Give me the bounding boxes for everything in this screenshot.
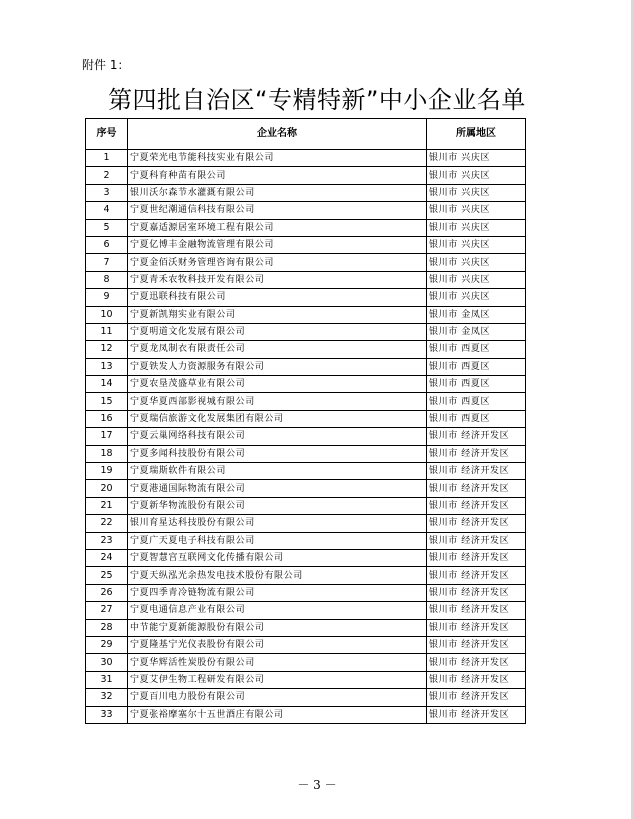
row-index: 10: [86, 306, 128, 323]
table-row: [86, 306, 526, 323]
table-row: [86, 549, 526, 566]
table-row: [86, 358, 526, 375]
region: 银川市 经济开发区: [427, 497, 526, 514]
region: 银川市 西夏区: [427, 410, 526, 427]
company-name: 宁夏明道文化发展有限公司: [128, 323, 427, 340]
row-index: 23: [86, 532, 128, 549]
page-number: － 3 －: [297, 778, 337, 792]
row-index: 3: [86, 184, 128, 201]
company-name: 宁夏云巢网络科技有限公司: [128, 428, 427, 445]
region: 银川市 经济开发区: [427, 463, 526, 480]
company-name: 宁夏农垦茂盛草业有限公司: [128, 376, 427, 393]
row-index: 8: [86, 271, 128, 288]
region: 银川市 经济开发区: [427, 532, 526, 549]
company-name: 宁夏嘉适源居室环境工程有限公司: [128, 219, 427, 236]
company-name: 宁夏多闻科技股份有限公司: [128, 445, 427, 462]
table-row: [86, 671, 526, 688]
table-row: [86, 236, 526, 253]
row-index: 18: [86, 445, 128, 462]
row-index: 5: [86, 219, 128, 236]
row-index: 27: [86, 602, 128, 619]
region: 银川市 经济开发区: [427, 428, 526, 445]
row-index: 28: [86, 619, 128, 636]
row-index: 25: [86, 567, 128, 584]
table-row: [86, 150, 526, 167]
table-row: [86, 532, 526, 549]
row-index: 16: [86, 410, 128, 427]
company-name: 宁夏天纵泓光余热发电技术股份有限公司: [128, 567, 427, 584]
table-row: [86, 636, 526, 653]
company-name: 宁夏港通国际物流有限公司: [128, 480, 427, 497]
region: 银川市 兴庆区: [427, 184, 526, 201]
row-index: 12: [86, 341, 128, 358]
region: 银川市 金凤区: [427, 323, 526, 340]
region: 银川市 经济开发区: [427, 689, 526, 706]
company-name: 宁夏瑞斯软件有限公司: [128, 463, 427, 480]
company-name: 宁夏隆基宁光仪表股份有限公司: [128, 636, 427, 653]
table-row: [86, 271, 526, 288]
row-index: 30: [86, 654, 128, 671]
row-index: 15: [86, 393, 128, 410]
company-name: 宁夏艾伊生物工程研发有限公司: [128, 671, 427, 688]
row-index: 6: [86, 236, 128, 253]
region: 银川市 经济开发区: [427, 671, 526, 688]
row-index: 17: [86, 428, 128, 445]
region: 银川市 兴庆区: [427, 289, 526, 306]
row-index: 9: [86, 289, 128, 306]
table-row: [86, 184, 526, 201]
company-name: 宁夏广天夏电子科技有限公司: [128, 532, 427, 549]
region: 银川市 西夏区: [427, 341, 526, 358]
row-index: 24: [86, 549, 128, 566]
row-index: 13: [86, 358, 128, 375]
region: 银川市 经济开发区: [427, 706, 526, 723]
table-row: [86, 654, 526, 671]
company-name: 宁夏智慧宫互联网文化传播有限公司: [128, 549, 427, 566]
region: 银川市 经济开发区: [427, 445, 526, 462]
region: 银川市 经济开发区: [427, 515, 526, 532]
row-index: 19: [86, 463, 128, 480]
region: 银川市 兴庆区: [427, 236, 526, 253]
company-name: 银川育星达科技股份有限公司: [128, 515, 427, 532]
region: 银川市 经济开发区: [427, 654, 526, 671]
company-name: 宁夏亿博丰金融物流管理有限公司: [128, 236, 427, 253]
table-row: [86, 393, 526, 410]
attachment-label: 附件 1：: [82, 58, 130, 72]
company-name: 宁夏世纪潮通信科技有限公司: [128, 202, 427, 219]
row-index: 29: [86, 636, 128, 653]
row-index: 14: [86, 376, 128, 393]
company-name: 宁夏新华物流股份有限公司: [128, 497, 427, 514]
row-index: 1: [86, 150, 128, 167]
region: 银川市 经济开发区: [427, 549, 526, 566]
table-row: [86, 445, 526, 462]
table-row: [86, 323, 526, 340]
company-name: 宁夏青禾农牧科技开发有限公司: [128, 271, 427, 288]
region: 银川市 经济开发区: [427, 480, 526, 497]
table-row: [86, 463, 526, 480]
table-row: [86, 219, 526, 236]
company-name: 宁夏迅联科技有限公司: [128, 289, 427, 306]
region: 银川市 兴庆区: [427, 254, 526, 271]
company-name: 宁夏百川电力股份有限公司: [128, 689, 427, 706]
region: 银川市 西夏区: [427, 376, 526, 393]
table-row: [86, 602, 526, 619]
row-index: 26: [86, 584, 128, 601]
company-name: 宁夏四季青冷链物流有限公司: [128, 584, 427, 601]
region: 银川市 经济开发区: [427, 567, 526, 584]
company-name: 宁夏电通信息产业有限公司: [128, 602, 427, 619]
table-row: [86, 584, 526, 601]
row-index: 31: [86, 671, 128, 688]
row-index: 32: [86, 689, 128, 706]
table-row: [86, 428, 526, 445]
table-row: [86, 202, 526, 219]
table-row: [86, 515, 526, 532]
table-row: [86, 254, 526, 271]
company-name: 宁夏张裕摩塞尔十五世酒庄有限公司: [128, 706, 427, 723]
table-row: [86, 341, 526, 358]
company-name: 中节能宁夏新能源股份有限公司: [128, 619, 427, 636]
document-title: 第四批自治区“专精特新”中小企业名单: [108, 86, 526, 114]
table-row: [86, 689, 526, 706]
region: 银川市 经济开发区: [427, 584, 526, 601]
region: 银川市 兴庆区: [427, 167, 526, 184]
company-name: 宁夏新凯翔实业有限公司: [128, 306, 427, 323]
table-header-row: [86, 119, 526, 150]
table-row: [86, 376, 526, 393]
company-name: 宁夏华夏西部影视城有限公司: [128, 393, 427, 410]
company-name: 宁夏华辉活性炭股份有限公司: [128, 654, 427, 671]
row-index: 11: [86, 323, 128, 340]
table-row: [86, 567, 526, 584]
header-company-name: 企业名称: [128, 119, 427, 150]
region: 银川市 经济开发区: [427, 636, 526, 653]
row-index: 22: [86, 515, 128, 532]
region: 银川市 西夏区: [427, 393, 526, 410]
table-row: [86, 289, 526, 306]
region: 银川市 兴庆区: [427, 271, 526, 288]
company-name: 宁夏龙凤制衣有限责任公司: [128, 341, 427, 358]
row-index: 7: [86, 254, 128, 271]
region: 银川市 兴庆区: [427, 150, 526, 167]
company-name: 宁夏科育种苗有限公司: [128, 167, 427, 184]
table-row: [86, 410, 526, 427]
table-row: [86, 497, 526, 514]
row-index: 21: [86, 497, 128, 514]
table-row: [86, 480, 526, 497]
row-index: 2: [86, 167, 128, 184]
company-name: 宁夏荣光电节能科技实业有限公司: [128, 150, 427, 167]
table-row: [86, 619, 526, 636]
row-index: 20: [86, 480, 128, 497]
company-name: 宁夏瑞信旅游文化发展集团有限公司: [128, 410, 427, 427]
company-name: 宁夏金佰沃财务管理咨询有限公司: [128, 254, 427, 271]
region: 银川市 经济开发区: [427, 619, 526, 636]
row-index: 4: [86, 202, 128, 219]
region: 银川市 西夏区: [427, 358, 526, 375]
company-name: 银川沃尔森节水灌溉有限公司: [128, 184, 427, 201]
region: 银川市 兴庆区: [427, 202, 526, 219]
region: 银川市 兴庆区: [427, 219, 526, 236]
header-index: 序号: [86, 119, 128, 150]
row-index: 33: [86, 706, 128, 723]
table-row: [86, 167, 526, 184]
header-region: 所属地区: [427, 119, 526, 150]
table-body: [86, 150, 526, 724]
table-row: [86, 706, 526, 723]
company-name: 宁夏铁发人力资源服务有限公司: [128, 358, 427, 375]
enterprise-table: [85, 118, 526, 724]
region: 银川市 经济开发区: [427, 602, 526, 619]
region: 银川市 金凤区: [427, 306, 526, 323]
